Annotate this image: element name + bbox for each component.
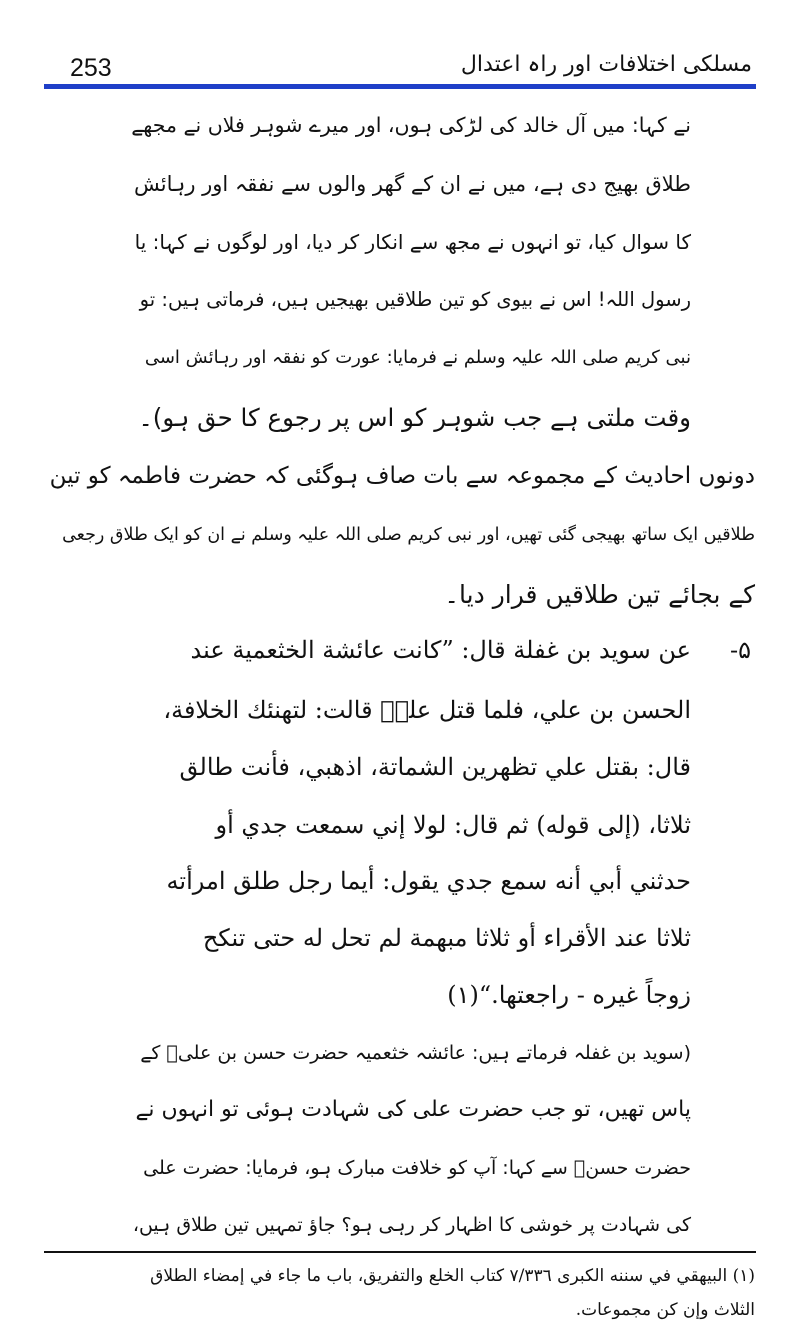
text-line: کی شہادت پر خوشی کا اظہار کر رہی ہو؟ جاؤ تمہیں تین طلاق ہیں، <box>132 1214 691 1236</box>
footnote-line: (۱) البيهقي في سننه الكبرى ۷/۳۳٦ كتاب الخلع والتفريق، باب ما جاء في إمضاء الطلاق <box>150 1266 755 1286</box>
arabic-line: حدثني أبي أنه سمع جدي يقول: أيما رجل طلق امرأته <box>166 867 691 895</box>
arabic-line: ثلاثا عند الأقراء أو ثلاثا مبهمة لم تحل له حتى تنكح <box>202 924 691 952</box>
text-line: کا سوال کیا، تو انہوں نے مجھ سے انکار کر دیا، اور لوگوں نے کہا: یا <box>134 230 691 254</box>
text-line: طلاق بھیج دی ہے، میں نے ان کے گھر والوں سے نفقہ اور رہائش <box>134 172 691 196</box>
arabic-line: قال: بقتل علي تظهرين الشماتة، اذهبي، فأنت طالق <box>179 753 691 781</box>
footnote-rule <box>44 1251 756 1253</box>
text-line: رسول اللہ! اس نے بیوی کو تین طلاقیں بھیجیں ہیں، فرماتی ہیں: تو <box>139 288 691 311</box>
arabic-line: عن سويد بن غفلة قال: ”كانت عائشة الخثعمية عند <box>190 636 691 664</box>
arabic-line: ثلاثا، (إلى قوله) ثم قال: لولا إني سمعت جدي أو <box>215 811 691 839</box>
footnote-line: الثلاث وإن كن مجموعات. <box>575 1300 755 1320</box>
text-line: نے کہا: میں آل خالد کی لڑکی ہوں، اور میرے شوہر فلاں نے مجھے <box>131 113 691 137</box>
page-header <box>44 52 756 88</box>
running-title: مسلکی اختلافات اور راہ اعتدال <box>460 52 752 77</box>
text-line: طلاقیں ایک ساتھ بھیجی گئی تھیں، اور نبی کریم صلی اللہ علیہ وسلم نے ان کو ایک طلاق رجعی <box>62 525 755 545</box>
text-line: حضرت حسنؓ سے کہا: آپ کو خلافت مبارک ہو، فرمایا: حضرت علی <box>143 1157 691 1179</box>
text-line: نبی کریم صلی اللہ علیہ وسلم نے فرمایا: عورت کو نفقہ اور رہائش اسی <box>144 347 691 368</box>
text-line: پاس تھیں، تو جب حضرت علی کی شہادت ہوئی تو انہوں نے <box>135 1097 691 1122</box>
arabic-line: الحسن بن علي، فلما قتل عليؓ قالت: لتهنئك الخلافة، <box>163 696 691 724</box>
text-line: دونوں احادیث کے مجموعہ سے بات صاف ہوگئی کہ حضرت فاطمہ کو تین <box>49 463 755 489</box>
hadith-number: ۵- <box>730 636 751 664</box>
text-line: (سوید بن غفلہ فرماتے ہیں: عائشہ خثعمیہ حضرت حسن بن علیؓ کے <box>140 1042 691 1064</box>
text-line: وقت ملتی ہے جب شوہر کو اس پر رجوع کا حق ہو)۔ <box>138 403 691 432</box>
arabic-line: زوجاً غيره - راجعتها.“(۱) <box>447 981 691 1009</box>
header-rule <box>44 84 756 89</box>
page-number: 253 <box>70 54 112 82</box>
text-line: کے بجائے تین طلاقیں قرار دیا۔ <box>444 580 755 609</box>
